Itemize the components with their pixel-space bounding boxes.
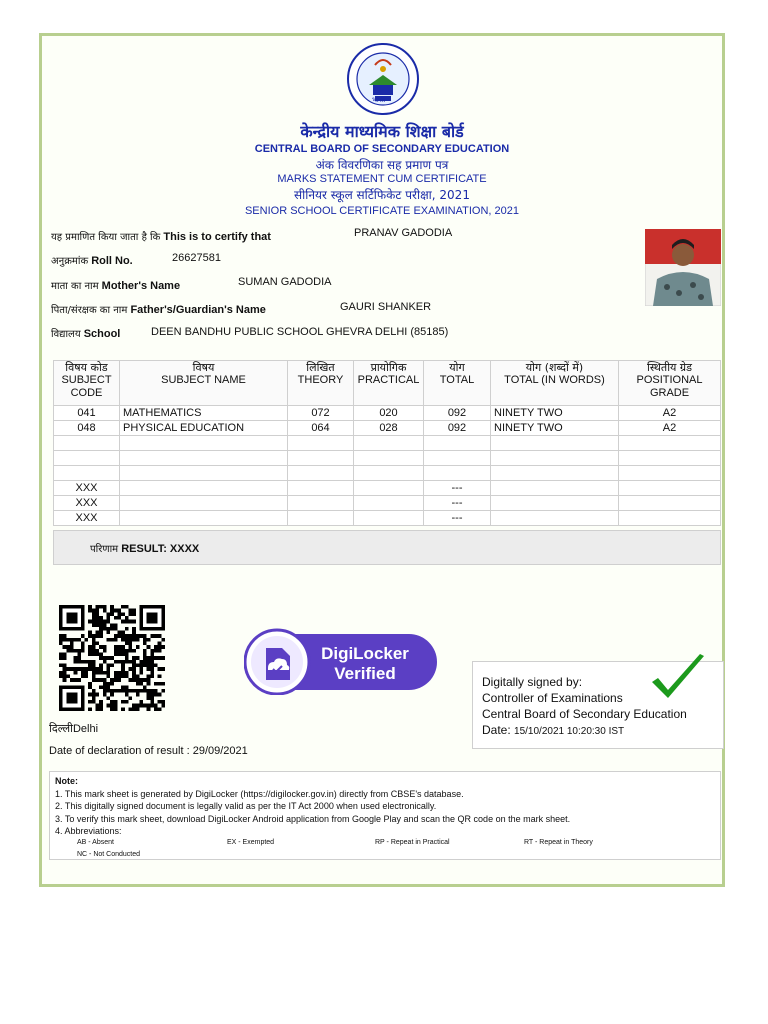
roll-label: अनुक्रमांक Roll No. — [51, 255, 133, 267]
digilocker-verified-badge — [244, 628, 439, 695]
header-theory: लिखित THEORY — [288, 361, 354, 406]
certify-label: यह प्रमाणित किया जाता है कि This is to certify that — [51, 231, 271, 243]
table-row: XXX --- — [54, 481, 721, 496]
board-name-hindi: केन्द्रीय माध्यमिक शिक्षा बोर्ड — [300, 122, 464, 141]
cbse-logo — [345, 41, 421, 117]
table-row — [54, 466, 721, 481]
header-grade: स्थितीय ग्रेड POSITIONAL GRADE — [619, 361, 721, 406]
result-label: परिणाम RESULT: XXXX — [90, 543, 200, 555]
table-row: 048 PHYSICAL EDUCATION 064 028 092 NINETY TWO A2 — [54, 421, 721, 436]
abbr-repeat-practical: RP - Repeat in Practical — [375, 839, 450, 846]
signer-organization: Central Board of Secondary Education — [482, 707, 687, 721]
note-item: 4. Abbreviations: — [55, 826, 122, 836]
board-name-english: CENTRAL BOARD OF SECONDARY EDUCATION — [254, 143, 510, 155]
signer-title: Controller of Examinations — [482, 691, 623, 705]
abbr-absent: AB - Absent — [77, 839, 114, 846]
document-type-english: MARKS STATEMENT CUM CERTIFICATE — [277, 173, 487, 185]
abbr-exempted: EX - Exempted — [227, 839, 275, 846]
table-row: 041 MATHEMATICS 072 020 092 NINETY TWO A2 — [54, 406, 721, 421]
place: दिल्लीDelhi — [49, 722, 99, 735]
signature-date: Date: 15/10/2021 10:20:30 IST — [482, 723, 625, 737]
header-subject-code: विषय कोड SUBJECT CODE — [54, 361, 120, 406]
father-label: पिता/संरक्षक का नाम Father's/Guardian's Name — [51, 304, 266, 316]
exam-name-hindi: सीनियर स्कूल सर्टिफिकेट परीक्षा, 2021 — [294, 188, 470, 202]
note-item: 3. To verify this mark sheet, download DigiLocker Android application from Google Play and scan the QR code on the mark sheet. — [55, 813, 571, 824]
header-subject-name: विषय SUBJECT NAME — [120, 361, 288, 406]
note-item: 1. This mark sheet is generated by DigiLocker (https://digilocker.gov.in) directly from CBSE's database. — [55, 788, 464, 799]
check-icon — [648, 652, 708, 707]
logo-caption: भारत — [372, 96, 386, 104]
declaration-date: Date of declaration of result : 29/09/2021 — [49, 745, 248, 757]
table-row: XXX --- — [54, 511, 721, 526]
mother-label: माता का नाम Mother's Name — [51, 280, 181, 292]
school-name: DEEN BANDHU PUBLIC SCHOOL GHEVRA DELHI (85185) — [151, 326, 449, 338]
verified-text: Verified — [334, 664, 396, 683]
header-total: योग TOTAL — [424, 361, 491, 406]
exam-name-english: SENIOR SCHOOL CERTIFICATE EXAMINATION, 2021 — [244, 205, 520, 217]
student-photo — [645, 229, 721, 306]
result-band — [53, 530, 721, 565]
signed-by-label: Digitally signed by: — [482, 675, 583, 689]
digilocker-text: DigiLocker — [321, 644, 409, 663]
table-row — [54, 451, 721, 466]
table-header-row — [54, 361, 721, 406]
mother-name: SUMAN GADODIA — [238, 276, 332, 288]
student-name: PRANAV GADODIA — [354, 227, 453, 239]
father-name: GAURI SHANKER — [340, 301, 432, 313]
school-label: विद्यालय School — [51, 328, 121, 340]
header-practical: प्रायोगिक PRACTICAL — [354, 361, 424, 406]
roll-number: 26627581 — [172, 252, 221, 264]
digital-signature-box — [472, 661, 724, 749]
note-item: 2. This digitally signed document is legally valid as per the IT Act 2000 when used electronically. — [55, 801, 437, 811]
table-row — [54, 436, 721, 451]
notes-title: Note: — [55, 776, 78, 786]
marks-table — [53, 360, 721, 526]
abbr-not-conducted: NC - Not Conducted — [77, 851, 141, 858]
document-type-hindi: अंक विवरणिका सह प्रमाण पत्र — [315, 158, 449, 172]
header-total-words: योग (शब्दों में) TOTAL (IN WORDS) — [491, 361, 619, 406]
abbr-repeat-theory: RT - Repeat in Theory — [524, 839, 593, 846]
notes-box — [49, 771, 721, 860]
table-row: XXX --- — [54, 496, 721, 511]
qr-code[interactable] — [56, 605, 168, 711]
certificate-frame — [39, 33, 725, 887]
